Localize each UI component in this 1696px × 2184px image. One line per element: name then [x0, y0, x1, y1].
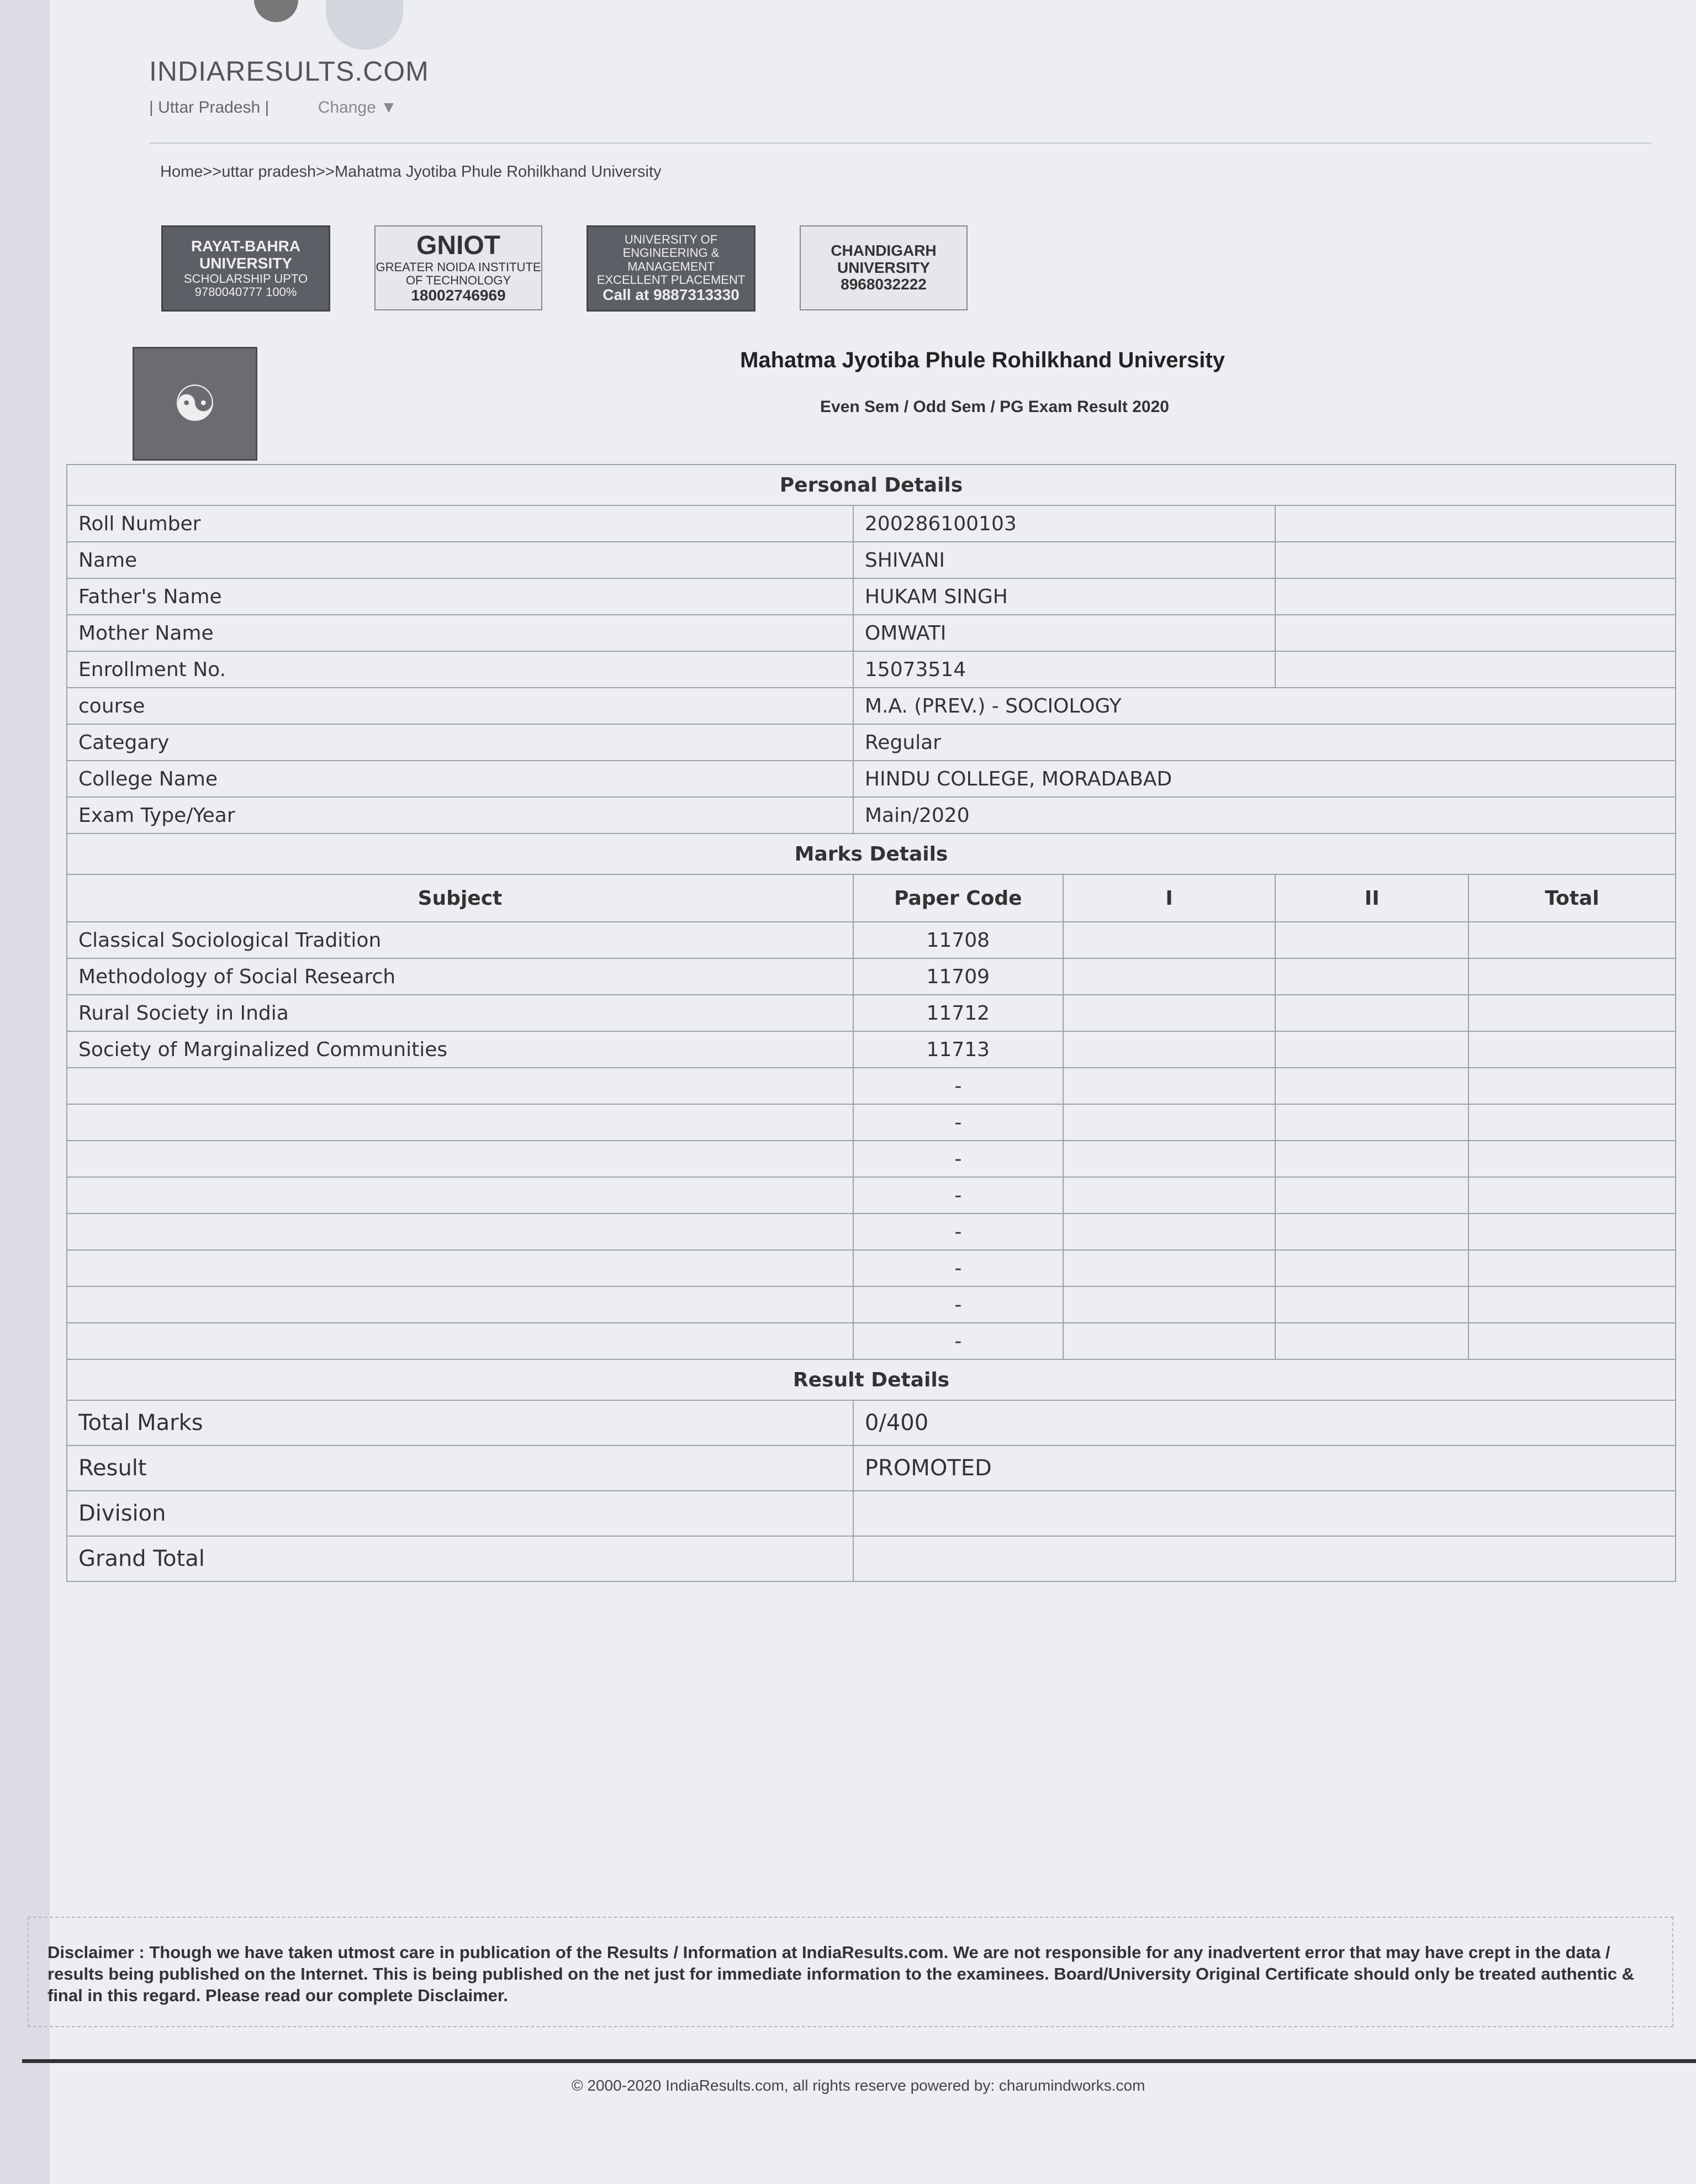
table-row — [67, 797, 1676, 833]
table-row — [67, 1214, 1676, 1250]
subject-cell: Methodology of Social Research — [67, 958, 853, 995]
column-header: Subject — [67, 874, 853, 922]
banner-text: 9780040777 100% — [194, 284, 297, 299]
field-value: 0/400 — [853, 1400, 1676, 1446]
region-label: | Uttar Pradesh | — [149, 98, 270, 117]
table-row — [67, 1400, 1676, 1446]
banner-text: RAYAT-BAHRA — [191, 238, 301, 255]
footer-divider — [22, 2059, 1696, 2063]
paper-code-cell: - — [853, 1286, 1063, 1323]
subject-cell — [67, 1104, 853, 1141]
table-row — [67, 1446, 1676, 1491]
table-row — [67, 688, 1676, 724]
table-row — [67, 1177, 1676, 1214]
paper-code-cell: - — [853, 1323, 1063, 1359]
field-label: College Name — [67, 761, 853, 797]
field-label: Name — [67, 542, 853, 578]
field-label: Mother Name — [67, 615, 853, 651]
page-title: Mahatma Jyotiba Phule Rohilkhand University — [740, 348, 1225, 372]
subject-cell — [67, 1323, 853, 1359]
banner-text: GREATER NOIDA INSTITUTE OF TECHNOLOGY — [376, 260, 541, 287]
field-label: Result — [67, 1446, 853, 1491]
paper-code-cell: - — [853, 1104, 1063, 1141]
field-label: Father's Name — [67, 578, 853, 615]
table-row — [67, 1536, 1676, 1581]
breadcrumb[interactable]: Home>>uttar pradesh>>Mahatma Jyotiba Phule Rohilkhand University — [160, 163, 662, 181]
disclaimer: Disclaimer : Though we have taken utmost care in publication of the Results / Information at IndiaResults.com. We are not responsible for any inadvertent error that may have crept in the data / results being published on the Internet. This is being published on the net just for immediate information to the examinees. Board/University Original Certificate should only be treated authentic & final in this regard. Please read our complete Disclaimer. — [28, 1917, 1673, 2027]
field-label: Roll Number — [67, 505, 853, 542]
paper-code-cell: - — [853, 1068, 1063, 1104]
field-value: HUKAM SINGH — [853, 578, 1276, 615]
change-region-link[interactable]: Change ▼ — [318, 98, 397, 117]
ad-banner-uem[interactable] — [587, 225, 755, 312]
region-selector — [149, 98, 397, 117]
banner-text: EXCELLENT PLACEMENT — [596, 272, 746, 287]
field-label: Exam Type/Year — [67, 797, 853, 833]
paper-code-cell: 11713 — [853, 1031, 1063, 1068]
field-value: M.A. (PREV.) - SOCIOLOGY — [853, 688, 1676, 724]
table-row — [67, 615, 1676, 651]
subject-cell — [67, 1286, 853, 1323]
field-value: 200286100103 — [853, 505, 1276, 542]
ad-banner-chandigarh[interactable] — [800, 225, 968, 310]
table-row — [67, 724, 1676, 761]
personal-details-heading: Personal Details — [67, 465, 1676, 505]
table-row — [67, 578, 1676, 615]
result-details-heading: Result Details — [67, 1359, 1676, 1400]
field-label: Division — [67, 1491, 853, 1536]
paper-code-cell: - — [853, 1214, 1063, 1250]
banner-text: Call at 9887313330 — [603, 286, 739, 303]
field-label: Grand Total — [67, 1536, 853, 1581]
banner-text: CHANDIGARH — [831, 241, 937, 259]
marks-header-row — [67, 874, 1676, 922]
university-emblem-icon: ☯ — [133, 347, 257, 461]
result-table — [66, 464, 1676, 1582]
subject-cell — [67, 1068, 853, 1104]
field-label: Enrollment No. — [67, 651, 853, 688]
subject-cell — [67, 1177, 853, 1214]
field-value: PROMOTED — [853, 1446, 1676, 1491]
banner-text: UNIVERSITY OF ENGINEERING & MANAGEMENT — [622, 233, 720, 273]
field-label: Categary — [67, 724, 853, 761]
ad-banner-gniot[interactable] — [374, 225, 542, 310]
table-row — [67, 542, 1676, 578]
footer-copyright: © 2000-2020 IndiaResults.com, all rights reserve powered by: charumindworks.com — [572, 2077, 1145, 2094]
banner-text: GNIOT — [416, 231, 500, 261]
table-row — [67, 1141, 1676, 1177]
field-value: Regular — [853, 724, 1676, 761]
subject-cell — [67, 1141, 853, 1177]
table-row — [67, 922, 1676, 958]
table-row — [67, 761, 1676, 797]
field-value: SHIVANI — [853, 542, 1276, 578]
field-value: Main/2020 — [853, 797, 1676, 833]
banner-text: UNIVERSITY — [199, 254, 293, 272]
ad-banners — [161, 225, 968, 312]
field-value — [853, 1491, 1676, 1536]
paper-code-cell: 11708 — [853, 922, 1063, 958]
column-header: II — [1275, 874, 1468, 922]
paper-code-cell: - — [853, 1250, 1063, 1286]
table-row — [67, 958, 1676, 995]
divider — [149, 143, 1651, 144]
subject-cell: Classical Sociological Tradition — [67, 922, 853, 958]
page-subtitle: Even Sem / Odd Sem / PG Exam Result 2020 — [820, 398, 1169, 416]
marks-details-heading: Marks Details — [67, 833, 1676, 874]
paper-code-cell: - — [853, 1177, 1063, 1214]
field-value: OMWATI — [853, 615, 1276, 651]
table-row — [67, 1286, 1676, 1323]
subject-cell: Rural Society in India — [67, 995, 853, 1031]
table-row — [67, 995, 1676, 1031]
banner-text: SCHOLARSHIP UPTO — [183, 271, 308, 286]
table-row — [67, 1250, 1676, 1286]
table-row — [67, 1104, 1676, 1141]
ad-banner-rayat-bahra[interactable] — [161, 225, 330, 312]
site-logo[interactable]: INDIARESULTS.COM — [149, 56, 429, 87]
field-value: HINDU COLLEGE, MORADABAD — [853, 761, 1676, 797]
table-row — [67, 1068, 1676, 1104]
table-row — [67, 651, 1676, 688]
table-row — [67, 1031, 1676, 1068]
table-row — [67, 1323, 1676, 1359]
subject-cell: Society of Marginalized Communities — [67, 1031, 853, 1068]
paper-code-cell: 11709 — [853, 958, 1063, 995]
column-header: Total — [1468, 874, 1676, 922]
column-header: I — [1063, 874, 1276, 922]
field-label: Total Marks — [67, 1400, 853, 1446]
table-row — [67, 505, 1676, 542]
banner-text: 18002746969 — [411, 287, 506, 304]
column-header: Paper Code — [853, 874, 1063, 922]
field-value: 15073514 — [853, 651, 1276, 688]
banner-text: UNIVERSITY — [837, 259, 931, 276]
paper-code-cell: 11712 — [853, 995, 1063, 1031]
paper-code-cell: - — [853, 1141, 1063, 1177]
table-row — [67, 1491, 1676, 1536]
subject-cell — [67, 1250, 853, 1286]
subject-cell — [67, 1214, 853, 1250]
field-label: course — [67, 688, 853, 724]
banner-text: 8968032222 — [841, 276, 927, 293]
field-value — [853, 1536, 1676, 1581]
